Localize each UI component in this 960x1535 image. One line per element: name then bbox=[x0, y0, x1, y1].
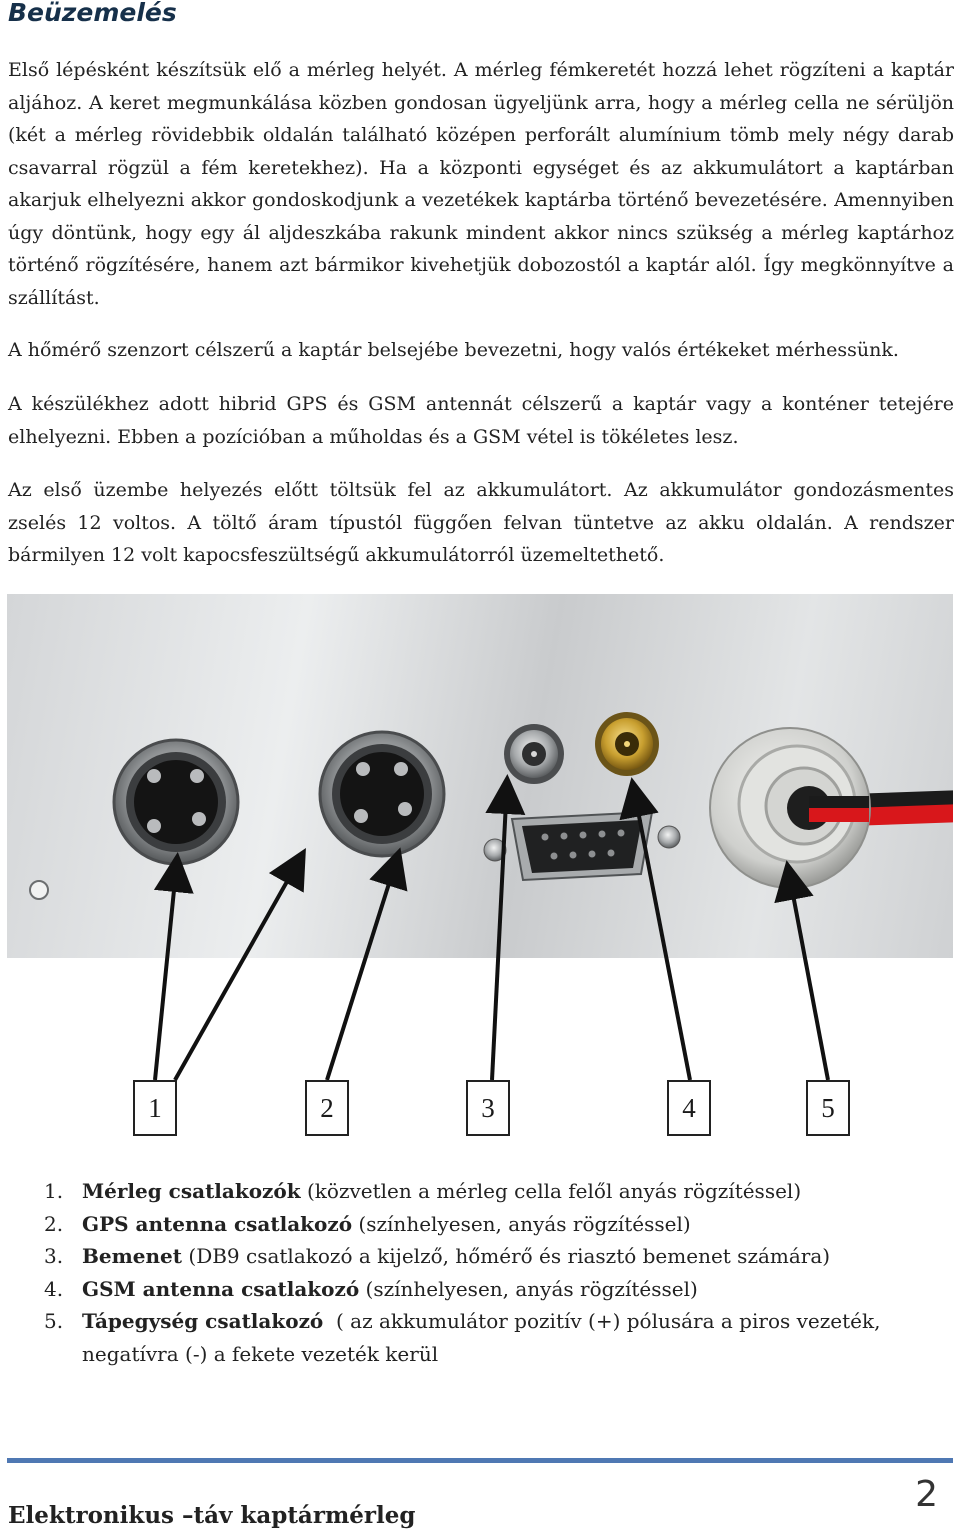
legend-item bbox=[44, 1240, 944, 1273]
legend-description: (DB9 csatlakozó a kijelző, hőmérő és riasztó bemenet számára) bbox=[182, 1244, 831, 1268]
gps-antenna-connector bbox=[504, 724, 564, 784]
callout-number-1: 1 bbox=[133, 1080, 177, 1136]
legend-description: (közvetlen a mérleg cella felől anyás rögzítéssel) bbox=[300, 1179, 802, 1203]
legend-number: 5. bbox=[44, 1309, 64, 1333]
legend-term: GPS antenna csatlakozó bbox=[82, 1211, 353, 1236]
legend-description: ( az akkumulátor pozitív (+) pólusára a piros vezeték, negatívra (-) a fekete vezeték kerül bbox=[82, 1309, 887, 1366]
page-number: 2 bbox=[915, 1474, 938, 1515]
device-panel-photo bbox=[7, 594, 953, 958]
paragraph-antenna: A készülékhez adott hibrid GPS és GSM antennát célszerű a kaptár vagy a konténer tetejére elhelyezni. Ebben a pozícióban a műholdas és a GSM vétel is tökéletes lesz. bbox=[8, 393, 954, 448]
db9-input-connector bbox=[484, 812, 680, 880]
footer-rule bbox=[7, 1458, 953, 1463]
paragraph-temperature-sensor: A hőmérő szenzort célszerű a kaptár belsejébe bevezetni, hogy valós értékeket mérhessünk. bbox=[8, 339, 899, 361]
callout-number-4: 4 bbox=[667, 1080, 711, 1136]
legend-item bbox=[44, 1273, 944, 1306]
legend-item bbox=[44, 1305, 944, 1370]
callout-number-5: 5 bbox=[806, 1080, 850, 1136]
callout-number-3: 3 bbox=[466, 1080, 510, 1136]
legend-description: (színhelyesen, anyás rögzítéssel) bbox=[352, 1211, 691, 1236]
legend-number: 2. bbox=[44, 1211, 64, 1236]
legend-term: Mérleg csatlakozók bbox=[82, 1179, 301, 1203]
scale-connector-2 bbox=[320, 732, 444, 856]
legend-number: 3. bbox=[44, 1244, 64, 1268]
legend-term: Bemenet bbox=[82, 1244, 183, 1268]
legend-number: 4. bbox=[44, 1276, 64, 1301]
gsm-antenna-connector bbox=[595, 712, 659, 776]
legend-description: (színhelyesen, anyás rögzítéssel) bbox=[359, 1276, 698, 1301]
mounting-screw-hole bbox=[30, 881, 48, 899]
paragraph-battery: Az első üzembe helyezés előtt töltsük fel az akkumulátort. Az akkumulátor gondozásmentes zselés 12 voltos. A töltő áram típustól függően felvan tüntetve az akku oldalán. A rendszer bármilyen 12 volt kapocsfeszültségű akkumulátorról üzemeltethető. bbox=[8, 479, 954, 566]
legend-term: Tápegység csatlakozó bbox=[82, 1309, 324, 1333]
footer-title: Elektronikus –táv kaptármérleg bbox=[8, 1502, 416, 1529]
legend-item bbox=[44, 1175, 944, 1208]
legend-item bbox=[44, 1208, 944, 1241]
scale-connector-1 bbox=[114, 740, 238, 864]
device-panel-illustration bbox=[7, 594, 953, 958]
legend-term: GSM antenna csatlakozó bbox=[82, 1276, 360, 1301]
callout-number-2: 2 bbox=[305, 1080, 349, 1136]
legend-number: 1. bbox=[44, 1179, 64, 1203]
connector-legend bbox=[44, 1175, 944, 1370]
paragraph-mounting: Első lépésként készítsük elő a mérleg helyét. A mérleg fémkeretét hozzá lehet rögzíteni a kaptár aljához. A keret megmunkálása közben gondosan ügyeljünk arra, hogy a mérleg cella ne sérüljön (két a mérleg rövidebbik oldalán található középen perforált alumínium tömb mely négy darab csavarral rögzül a fém keretekhez). Ha a központi egységet és az akkumulátort a kaptárban akarjuk elhelyezni akkor gondoskodjunk a vezetékek kaptárba történő bevezetésére. Amennyiben úgy döntünk, hogy egy ál aljdeszkába rakunk mindent akkor nincs szükség a mérleg kaptárhoz történő rögzítésére, hanem azt bármikor kivehetjük dobozostól a kaptár alól. Így megkönnyítve a szállítást. bbox=[8, 59, 954, 309]
section-heading: Beüzemelés bbox=[8, 0, 177, 27]
power-cable-gland bbox=[710, 728, 953, 888]
